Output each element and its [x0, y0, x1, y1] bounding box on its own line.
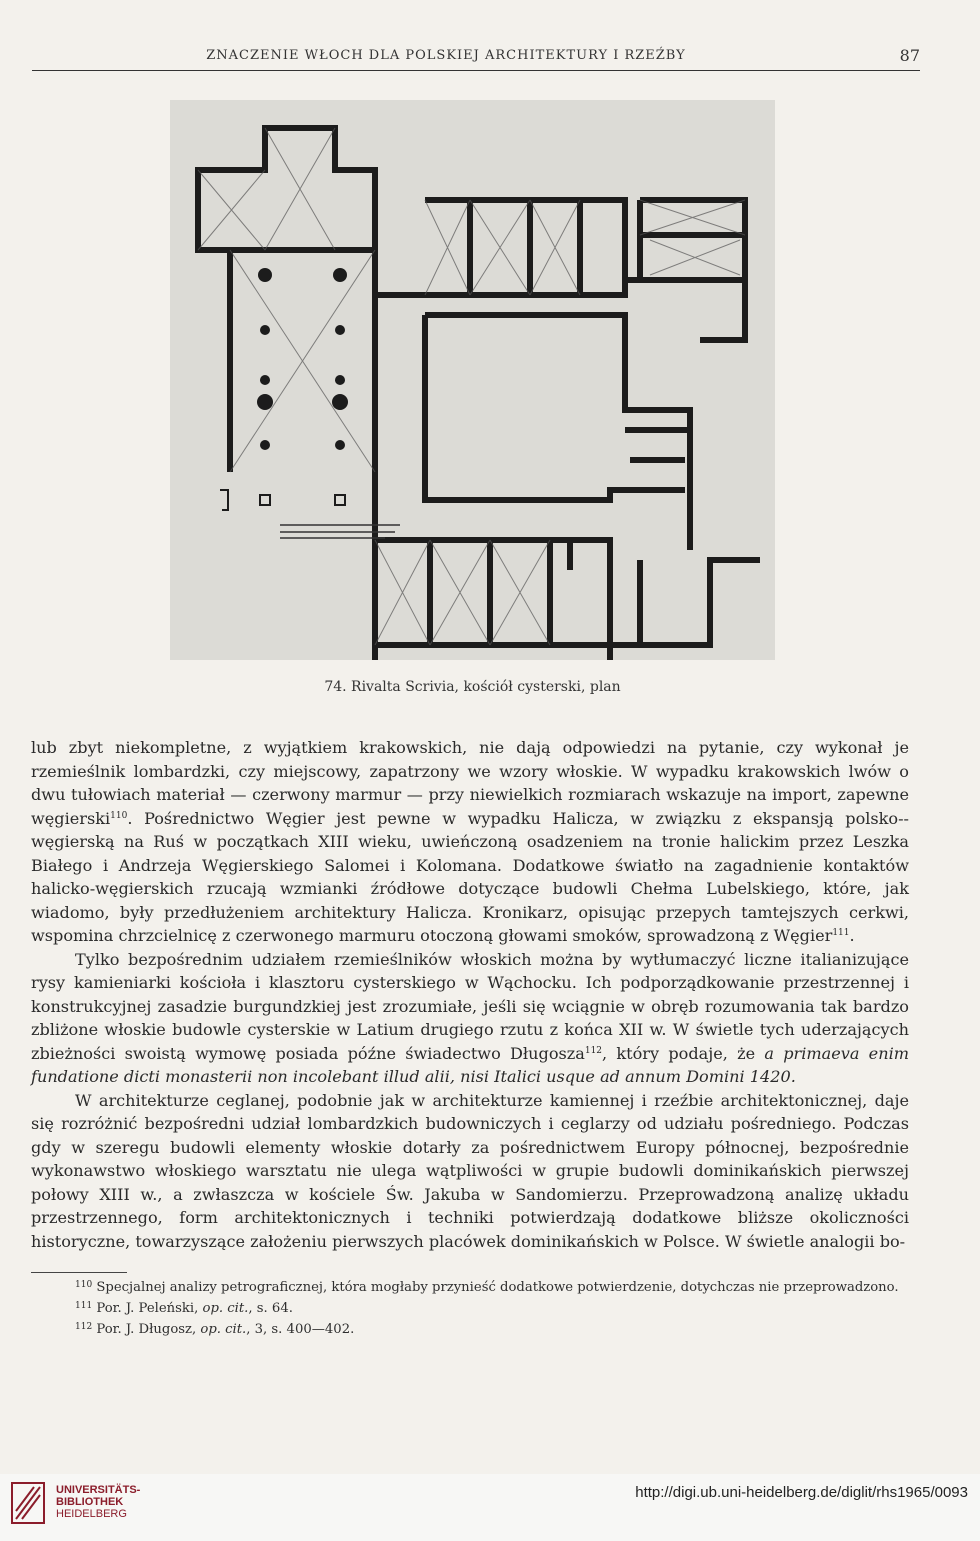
footnote-ref-112[interactable]: 112	[584, 1045, 603, 1056]
floor-plan-drawing	[170, 100, 775, 660]
figure-caption: 74. Rivalta Scrivia, kościół cysterski, plan	[324, 679, 621, 695]
footnotes	[31, 1278, 909, 1341]
page-number: 87	[899, 46, 920, 65]
latin-quote: a primaeva enim fundatione dicti monasterii non incolebant illud alii, nisi Italici usque ad annum Domini 1420.	[31, 1043, 909, 1086]
body-text	[31, 736, 909, 1253]
library-logo-text: UNIVERSITÄTS- BIBLIOTHEK HEIDELBERG	[56, 1484, 141, 1520]
source-url-link[interactable]: http://digi.ub.uni-heidelberg.de/diglit/rhs1965/0093	[635, 1484, 968, 1501]
running-header	[32, 44, 920, 71]
footnote-separator	[31, 1272, 127, 1273]
paragraph-1: lub zbyt niekompletne, z wyjątkiem krakowskich, nie dają odpowiedzi na pytanie, czy wykonał je rzemieślnik lombardzki, czy miejscowy, zapatrzony we wzory włoskie. W wypadku krakowskich lwów o dwu tułowiach materiał — czerwony marmur — przy niewielkich rozmiarach wskazuje na import, zapewne węgierski$^{110}$. Pośrednictwo Węgier jest pewne w wypadku Halicza, w związku z ekspansją polsko--węgierską na Ruś w początkach XIII wieku, uwieńczoną osadzeniem na tronie halickim przez Leszka Białego i Andrzeja Węgierskiego Salomei i Kolomana. Dodatkowe światło na zagadnienie kontaktów halicko-węgierskich rzucają wzmianki źródłowe dotyczące budowli Chełma Lubelskiego, które, jak wiadomo, były przedłużeniem architektury Halicza. Kronikarz, opisując przepych tamtejszych cerkwi, wspomina chrzcielnicę z czerwonego marmuru otoczoną głowami smoków, sprowadzoną z Węgier$^{111}$.	[31, 738, 909, 945]
footnote-ref-110[interactable]: 110	[110, 810, 128, 821]
floor-plan-figure	[170, 100, 775, 660]
footnote-111: $^{111}$ Por. J. Peleński, op. cit., s. 64.	[75, 1301, 293, 1316]
footnote-110: $^{110}$ Specjalnej analizy petrograficznej, która mogłaby przynieść dodatkowe potwierdzenie, dotychczas nie przeprowadzono.	[75, 1280, 899, 1295]
footnote-ref-111[interactable]: 111	[832, 928, 850, 938]
paragraph-2: Tylko bezpośrednim udziałem rzemieślników włoskich można by wytłumaczyć liczne italianizujące rysy kamieniarki kościoła i klasztoru cysterskiego w Wąchocku. Ich podporządkowanie przestrzennej i konstrukcyjnej zasadzie burgundzkiej jest zrozumiałe, jeśli się wciągnie w obręb rozumowania tak bardzo zbliżone włoskie budowle cysterskie w Latium drugiego rzutu z końca XII w. W świetle tych uderzających zbieżności swoistą wymowę posiada późne świadectwo Długosza$^{112}$, który podaje, że a primaeva enim fundatione dicti monasterii non incolebant illud alii, nisi Italici usque ad annum Domini 1420.	[31, 949, 909, 1086]
running-title: ZNACZENIE WŁOCH DLA POLSKIEJ ARCHITEKTURY I RZEŹBY	[206, 48, 686, 63]
paragraph-3: W architekturze ceglanej, podobnie jak w architekturze kamiennej i rzeźbie architektonicznej, daje się rozróżnić bezpośredni udział lombardzkich budowniczych i ceglarzy od udziału pośredniego. Podczas gdy w szeregu budowli elementy włoskie dotarły za pośrednictwem Europy północnej, bezpośrednie wykonawstwo włoskiego warsztatu nie ulega wątpliwości w grupie budowli dominikańskich pierwszej połowy XIII w., a zwłaszcza w kościele Św. Jakuba w Sandomierzu. Przeprowadzoną analizę układu przestrzennego, form architektonicznych i techniki potwierdzają dodatkowe bliższe okoliczności historyczne, towarzyszące założeniu pierwszych placówek dominikańskich w Polsce. W świetle analogii bo-	[31, 1090, 909, 1251]
university-library-logo-icon	[10, 1481, 46, 1525]
footnote-112: $^{112}$ Por. J. Długosz, op. cit., 3, s. 400—402.	[75, 1322, 355, 1337]
